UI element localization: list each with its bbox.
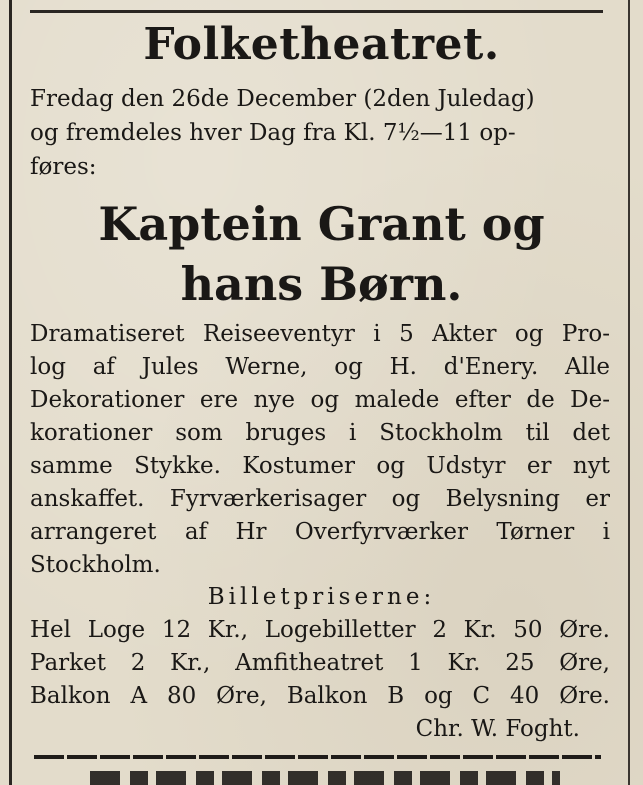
intro-line-3: føres: — [30, 154, 97, 180]
description-line-4: korationer som bruges i Stockholm til det — [30, 420, 610, 446]
description-line-7: arrangeret af Hr Overfyrværker Tørner i — [30, 519, 610, 545]
column-rule-right — [628, 0, 630, 785]
section-separator-rule — [34, 755, 601, 759]
cut-off-heading-ink — [90, 771, 560, 785]
intro-line-1: Fredag den 26de December (2den Juledag) — [30, 86, 535, 112]
description-line-8: Stockholm. — [30, 552, 161, 578]
top-rule — [30, 10, 603, 13]
price-line-2: Parket 2 Kr., Amfitheatret 1 Kr. 25 Øre, — [30, 650, 610, 676]
description-line-1: Dramatiseret Reiseeventyr i 5 Akter og Pro- — [30, 321, 610, 347]
price-line-3: Balkon A 80 Øre, Balkon B og C 40 Øre. — [30, 683, 610, 709]
column-rule-left — [9, 0, 12, 785]
description-line-2: log af Jules Werne, og H. d'Enery. Alle — [30, 354, 610, 380]
next-advertisement-heading-fragment — [30, 767, 610, 785]
price-line-1: Hel Loge 12 Kr., Logebilletter 2 Kr. 50 Øre. — [30, 617, 610, 643]
prices-heading: Billetpriserne: — [207, 584, 436, 610]
play-title-line-2: hans Børn. — [180, 257, 463, 311]
intro-line-2: og fremdeles hver Dag fra Kl. 7½—11 op- — [30, 120, 516, 146]
play-title-line-1: Kaptein Grant og — [98, 197, 545, 251]
theatre-name-heading: Folketheatret. — [143, 19, 500, 70]
signature: Chr. W. Foght. — [415, 716, 580, 742]
description-line-3: Dekorationer ere nye og malede efter de De- — [30, 387, 610, 413]
description-line-6: anskaffet. Fyrværkerisager og Belysning er — [30, 486, 610, 512]
description-line-5: samme Stykke. Kostumer og Udstyr er nyt — [30, 453, 610, 479]
